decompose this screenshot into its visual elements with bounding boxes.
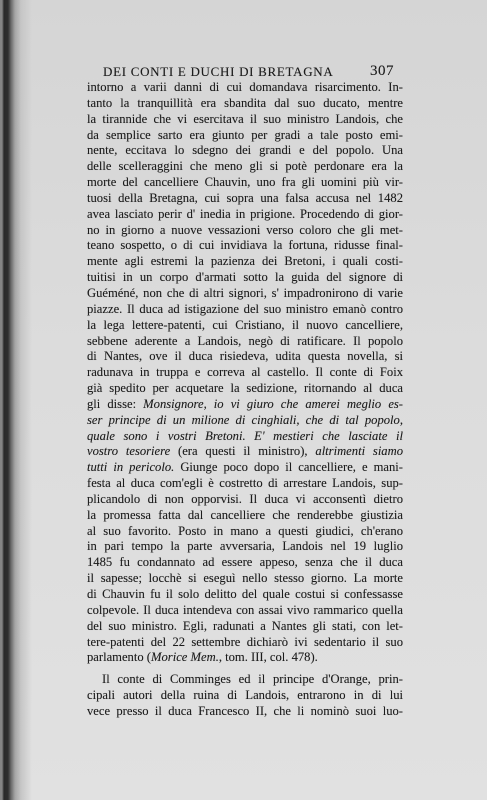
text-line: il sapesse; locchè si eseguì nello stesso giorno. La morte <box>87 571 403 586</box>
text-line: delle scelleraggini che meno gli si potè perdonare era la <box>87 159 403 174</box>
text-line: la promessa fatta dal cancelliere che renderebbe giustizia <box>87 507 403 522</box>
text-segment: Giunge poco dopo il cancelliere, e mani- <box>174 460 403 475</box>
italic-text-segment: vostro tesoriere <box>87 444 171 459</box>
text-line: sebbene aderente a Landois, negò di ratificare. Il popolo <box>87 333 403 348</box>
text-line <box>87 397 403 413</box>
paragraph <box>87 672 403 720</box>
body-text <box>87 80 403 720</box>
text-line: tuosi della Bretagna, cui sopra una falsa accusa nel 1482 <box>87 190 403 205</box>
text-line: tere-patenti del 22 settembre dichiarò ivi sedentario il suo <box>87 634 403 649</box>
italic-text-segment: altrimenti siamo <box>315 444 404 459</box>
text-line: Guéméné, non che di altri signori, s' impadronirono di varie <box>87 285 403 300</box>
paragraph <box>87 80 403 666</box>
text-line: in pari tempo la parte avversaria, Landois nel 19 luglio <box>87 539 403 554</box>
text-line: 1485 fu condannato ad essere appeso, senza che il duca <box>87 555 403 570</box>
text-line: festa al duca com'egli è costretto di arrestare Landois, sup- <box>87 476 403 491</box>
italic-citation: Morice Mem. <box>151 650 219 665</box>
text-line: la tirannide che vi esercitava il suo ministro Landois, che <box>87 111 403 126</box>
text-segment: gli disse: <box>87 396 144 411</box>
text-line: intorno a varii danni di cui domandava risarcimento. In- <box>87 80 403 94</box>
running-title: DEI CONTI E DUCHI DI BRETAGNA <box>103 64 334 79</box>
text-line: colpevole. Il duca intendeva con assai vivo rammarico quella <box>87 602 403 617</box>
text-line: teano sospetto, o di cui invidiava la fortuna, ridusse final- <box>87 238 403 253</box>
text-line: cipali autori della ruina di Landois, entrarono in di lui <box>87 688 403 703</box>
text-line <box>87 460 403 476</box>
text-line: Il conte di Comminges ed il principe d'Orange, prin- <box>102 672 403 687</box>
text-line: piazze. Il duca ad istigazione del suo ministro emanò contro <box>87 301 403 316</box>
text-line: la lega lettere-patenti, cui Cristiano, il nuovo cancelliere, <box>87 317 403 332</box>
text-line: mente agli estremi la pazienza dei Bretoni, i quali costi- <box>87 254 403 269</box>
text-line: tanto la tranquillità era sbandita dal suo ducato, mentre <box>87 95 403 110</box>
text-line: già spedito per acquetare la sedizione, ritornando al duca <box>87 381 403 396</box>
text-line <box>87 444 403 460</box>
italic-text-segment: Monsignore, io vi giuro che amerei meglio es- <box>143 396 404 411</box>
text-segment: parlamento ( <box>87 650 151 665</box>
text-line: morte del cancelliere Chauvin, uno fra gli uomini più vir- <box>87 175 403 190</box>
italic-text-line: quale sono i vostri Bretoni. E' mestieri che lasciate il <box>87 428 403 443</box>
italic-text-segment: tutti in pericolo. <box>87 460 175 475</box>
text-line: avea lasciato perir d' inedia in prigione. Procedendo di gior- <box>87 206 403 221</box>
text-line: radunava in truppa e correva al castello. Il conte di Foix <box>87 365 403 380</box>
italic-text-line: ser principe di un milione di cinghiali, che di tal popolo, <box>87 412 403 427</box>
text-line <box>87 650 403 666</box>
text-line: da semplice sarto era giunto per gradi a tale posto emi- <box>87 127 403 142</box>
text-line: no in giorno a nuove vessazioni verso coloro che gli met- <box>87 222 403 237</box>
text-line: tuitisi in un corpo d'armati sotto la guida del signore di <box>87 270 403 285</box>
text-line: vece presso il duca Francesco II, che li nominò suoi luo- <box>87 703 403 718</box>
text-line: al suo favorito. Posto in mano a questi giudici, ch'erano <box>87 523 403 538</box>
page-number: 307 <box>370 63 394 79</box>
text-segment: , tom. III, col. 478). <box>218 650 318 665</box>
text-line: del suo ministro. Egli, radunati a Nantes gli stati, con let- <box>87 618 403 633</box>
text-line: plicandolo di non opporvisi. Il duca vi acconsentì dietro <box>87 491 403 506</box>
page-gutter-shadow <box>0 0 32 800</box>
text-segment: (era questi il ministro), <box>170 444 316 459</box>
text-line: di Nantes, ove il duca risiedeva, udita questa novella, si <box>87 349 403 364</box>
text-line: nente, eccitava lo sdegno dei grandi e del popolo. Una <box>87 143 403 158</box>
text-line: di Chauvin fu il solo delitto del quale costui si confessasse <box>87 587 403 601</box>
